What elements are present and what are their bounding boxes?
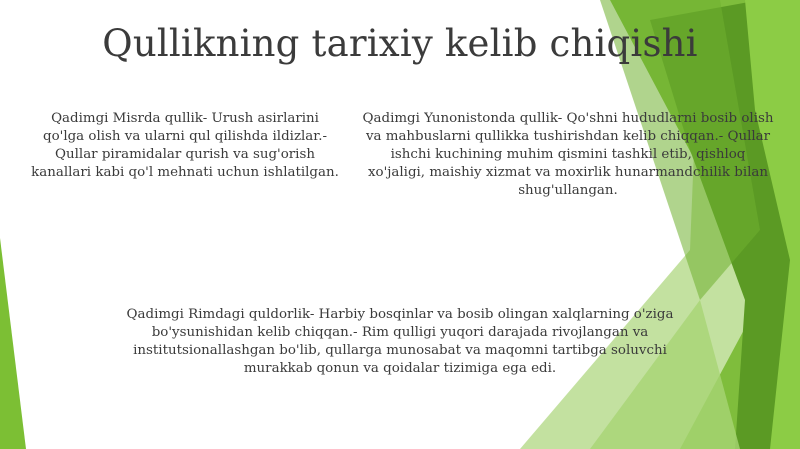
slide-title: Qullikning tarixiy kelib chiqishi xyxy=(102,22,698,65)
left-green-sliver xyxy=(0,238,26,449)
paragraph-greece: Qadimgi Yunonistonda qullik- Qo'shni hududlarni bosib olish va mahbuslarni qullikka tushirishdan kelib chiqqan.- Qullar ishchi kuchining muhim qismini tashkil etib, qishloq xo'jaligi, maishiy xizmat va moxirlik hunarmandchilik bilan shug'ullangan. xyxy=(362,111,774,198)
paragraph-rome: Qadimgi Rimdagi quldorlik- Harbiy bosqinlar va bosib olingan xalqlarning o'ziga bo'ysunishidan kelib chiqqan.- Rim qulligi yuqori darajada rivojlangan va institutsionallashgan bo'lib, qullarga munosabat va maqomni tartibga soluvchi murakkab qonun va qoidalar tizimiga ega edi. xyxy=(126,307,674,376)
paragraph-egypt: Qadimgi Misrda qullik- Urush asirlarini qo'lga olish va ularni qul qilishda ildizlar.- Qullar piramidalar qurish va sug'orish kanallari kabi qo'l mehnati uchun ishlatilgan. xyxy=(31,111,339,180)
